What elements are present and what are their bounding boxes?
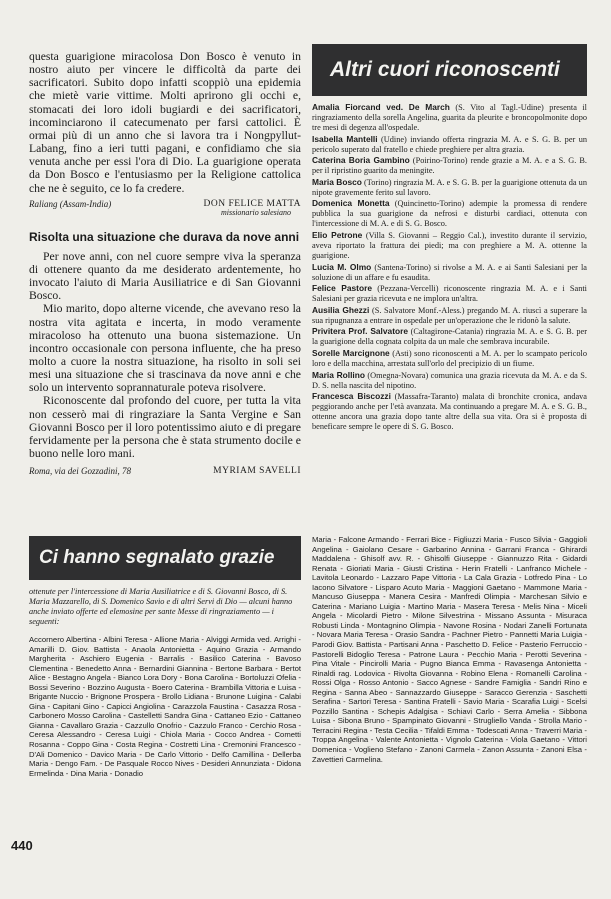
- testimonial-entry: Sorelle Marcignone (Asti) sono riconoscenti a M. A. per lo scampato pericolo loro e della macchina, arrestata sull'orlo del precipizio di un fiume.: [312, 347, 587, 368]
- section-banner-altri-cuori: [312, 44, 587, 96]
- left-column: [29, 50, 301, 476]
- article-signature-name: MYRIAM SAVELLI: [213, 466, 301, 477]
- testimonial-entry: Elio Petrone (Villa S. Giovanni – Reggio Cal.), investito durante il servizio, aveva riportato la frattura dei piedi; ma con preghiere a M. A. ottenne la guarigione.: [312, 229, 587, 260]
- section-banner-ci-hanno: [29, 536, 301, 580]
- testimonial-entry: Felice Pastore (Pezzana-Vercelli) riconoscente ringrazia M. A. e i Santi Salesiani per grazia ricevuta e ne implora un'altra.: [312, 283, 587, 304]
- testimonial-entry: Lucia M. Olmo (Santena-Torino) si rivolse a M. A. e ai Santi Salesiani per la soluzione di un affare e fu esaudita.: [312, 261, 587, 282]
- article-paragraph: Riconoscente dal profondo del cuore, per tutta la vita non cesserò mai di ringraziare la Santa Vergine e San Giovanni Bosco per il loro potentissimo aiuto e di pregare fervidamente per la persona che è stata strumento docile e buono nelle loro mani.: [29, 394, 301, 461]
- testimonial-entry: Privitera Prof. Salvatore (Caltagirone-Catania) ringrazia M. A. e S. G. B. per la guarigione della cognata colpita da un male che sembrava incurabile.: [312, 326, 587, 347]
- testimonial-entry: Caterina Boria Gambino (Poirino-Torino) rende grazie a M. A. e a S. G. B. per il ripristino guarito da meningite.: [312, 155, 587, 176]
- signature-role: missionario salesiano: [220, 207, 291, 217]
- article-signature-place: Roma, via dei Gozzadini, 78: [29, 466, 131, 477]
- article-signature: [29, 466, 301, 476]
- signature-place: Raliang (Assam-India): [29, 198, 112, 209]
- grazie-intro: ottenute per l'intercessione di Maria Ausiliatrice e di S. Giovanni Bosco, di S. Maria Mazzarello, di S. Domenico Savio e di altri Servi di Dio — alcuni hanno anche inviato offerte ed elemosine per sante Messe di ringraziamento — i seguenti:: [29, 587, 293, 626]
- grazie-section-left: [29, 536, 301, 778]
- testimonial-entry: Amalia Fiorcand ved. De March (S. Vito al Tagl.-Udine) presenta il ringraziamento della sorella Angelina, guarita da pleurite e broncopolmonite dopo tre mesi di degenza all'ospedale.: [312, 102, 587, 132]
- testimonial-entry: Francesca Biscozzi (Massafra-Taranto) malata di bronchite cronica, andava peggiorando anche per l'età avanzata. Ma continuando a pregare M. A. e S. G. B., ottenne ancora una grazia dopo tante altre della sua vita. Ora si è proposta di beneficare sempre le opere di S. G. Bosco.: [312, 391, 587, 432]
- continued-paragraph: questa guarigione miracolosa Don Bosco è venuto in nostro aiuto per vincere le difficoltà da parte dei sacrificatori. Subito dopo infatti scoppiò una epidemia che mietè varie vittime. Molti aprirono gli occhi e, stomacati dei loro idoli bugiardi e dei sacrificatori, incominciarono il catecumenato per farsi cattolici. È ormai più di un anno che si lavora tra i Nongpyllut-Labang, fino a ieri tutti pagani, e confidiamo che sia venuta anche per essi l'ora di Dio. La guarigione operata da Don Bosco e l'entusiasmo per la Religione cattolica che ne è seguito, ce lo fa credere.: [29, 50, 301, 195]
- testimonial-entry: Ausilia Ghezzi (S. Salvatore Monf.-Aless.) pregando M. A. riuscì a superare la sua ripugnanza a entrare in ospedale per un'operazione che le ridonò la salute.: [312, 304, 587, 325]
- banner-title: Ci hanno segnalato grazie: [39, 547, 275, 568]
- testimonial-entry: Maria Bosco (Torino) ringrazia M. A. e S. G. B. per la guarigione ottenuta da un nipote gravemente ferito sul lavoro.: [312, 176, 587, 197]
- article-title: Risolta una situazione che durava da nove anni: [29, 229, 300, 244]
- testimonial-entry: Domenica Monetta (Quincinetto-Torino) adempie la promessa di rendere pubblica la sua guarigione da nefrosi e disturbi cardiaci, ottenuta con l'intercessione di M. A. e di S. G. Bosco.: [312, 198, 587, 229]
- grazie-names-right: Maria - Falcone Armando - Ferrari Bice - Figliuzzi Maria - Fusco Silvia - Gaggioli Angelina - Gaiolano Cesare - Garbarino Annina - Garrani Franca - Ghirardi Maddalena - Ghisolf avv. R. - Ghisolfi Giuseppe - Giannuzzo Rita - Gidardi Renata - Gioriati Maria - Giusti Cristina - Herin Fratelli - Lanfranco Michele - Lavitola Leonardo - Lazzaro Pape Vittoria - La Cala Grazia - Lotfredo Pina - Lo Iacono Silvatore - Lisparo Acuto Maria - Maggioni Gaetano - Mammone Maria - Mancuso Giuseppa - Manera Cesira - Manfredi Olimpia - Marchesan Silvio e Caterina - Mariano Luigia - Martino Maria - Masera Teresa - Melis Nina - Miceli Angela - Micolardi Pietro - Milone Silvestrina - Missano Assunta - Misuraca Robusti Linda - Montagnino Olimpia - Navone Rosina - Nodari Zanelli Fortunata - Novara Maria Teresa - Orasio Sandra - Pachner Pietro - Pannetti Maria Luigia - Parodi Giov. Battista - Partisani Anna - Paschetto D. Felice - Pasterio Ferruccio - Pastorelli Bidoglio Teresa - Patrone Laura - Pecchio Maria - Perotti Severina - Pina Vitale - Pincirolli Maria - Pugno Bianca Emma - Ravasenga Antonietta - Rinaldi rag. Lodovica - Rivolta Giovanna - Robino Elena - Romanelli Carolina - Rossi Olga - Rosso Antonio - Sacco Agnese - Sandre Famiglia - Sandri Rino e Regina - Sanna Abeo - Sannazzardo Giuseppe - Saracco Gerenzia - Saschetti Serafina - Sartori Teresa - Santina Fratelli - Savio Maria - Scarafia Luigi - Scelsi Pozzillo Santina - Schepis Adalgisa - Schiavi Carlo - Serra Amelia - Sibbona Luisa - Sibona Bruno - Spampinato Giovanni - Strugliello Vanda - Strolla Mario - Terracini Regina - Testa Cecilia - Tifaldi Emma - Todescati Anna - Traverri Maria - Troppa Angelina - Valente Antonietta - Vignolo Caterina - Viola Gaetano - Vittori Domenica - Voglieno Stefano - Zanoni Carmela - Zanon Assunta - Zanoni Elsa - Zavettieri Carmelina.: [312, 535, 587, 764]
- grazie-section-right: [312, 535, 587, 764]
- signature-name: DON FELICE MATTA: [203, 198, 301, 209]
- page-number: 440: [11, 838, 33, 853]
- testimonial-entry: Isabella Mantelli (Udine) inviando offerta ringrazia M. A. e S. G. B. per un pericolo superato dal fratello e chiede preghiere per altra grazia.: [312, 133, 587, 154]
- article-paragraph: Per nove anni, con nel cuore sempre viva la speranza di ottenere quanto da me desiderato ardentemente, ho invocato l'aiuto di Maria Ausiliatrice e di San Giovanni Bosco.: [29, 249, 301, 303]
- article-body: [29, 250, 301, 461]
- testimonial-entry: Maria Rollino (Omegna-Novara) comunica una grazia ricevuta da M. A. e da S. D. S. nella nascita del nipotino.: [312, 369, 587, 390]
- right-column: [312, 44, 587, 433]
- article-paragraph: Mio marito, dopo alterne vicende, che avevano reso la nostra vita agitata e incerta, in modo veramente miracoloso ha ottenuto una buona sistemazione. Un incontro occasionale con persona influente, che ha preso molto a cuore la nostra situazione, ha risolto in soli sei mesi una situazione che si trascinava da nove anni e che solo un intervento soprannaturale poteva risolvere.: [29, 302, 301, 395]
- testimonials-list: [312, 102, 587, 432]
- grazie-names-left: Accornero Albertina - Albini Teresa - Allione Maria - Alviggi Armida ved. Arrighi - Amarilli D. Giov. Battista - Anaola Antonietta - Aquino Grazia - Armando Margherita - Aschiero Eugenia - Barralis - Basilico Caterina - Bavoso Clementina - Benedetto Anna - Bernardini Giannina - Bertone Barbara - Bertot Alice - Bestagno Angela - Bianco Lora Dory - Bona Carolina - Bortoluzzi Ofelia - Bossi Severino - Bozzino Augusta - Boero Caterina - Brambilla Vittoria e Luisa - Brigante Nuccio - Brignone Prospera - Brollo Lidiana - Brunone Luigina - Calabi Gina - Capitani Gino - Capicci Angiolina - Carazzola Faustina - Casazza Rosa - Carbonero Mosso Carolina - Castelletti Sandra Gina - Cattaneo Ezio - Cattaneo Gianna - Cavallaro Grazia - Cazzullo Onofrio - Cazzulo Franco - Cerchio Rosa - Ceresa Alessandro - Ceresa Luigi - Chiola Maria - Cocco Andrea - Cometti Rosanna - Coppo Gina - Costa Regina - Costretti Lina - Cremonini Francesco - D'Ali Domenico - Davico Maria - De Carlo Vittorio - Delfo Camillina - Dellerba Maria - Dengo Fam. - De Pasquale Rocco Nives - Desideri Annunziata - Didona Ermelinda - Dina Maria - Donadio: [29, 635, 301, 778]
- banner-title: Altri cuori riconoscenti: [330, 58, 560, 81]
